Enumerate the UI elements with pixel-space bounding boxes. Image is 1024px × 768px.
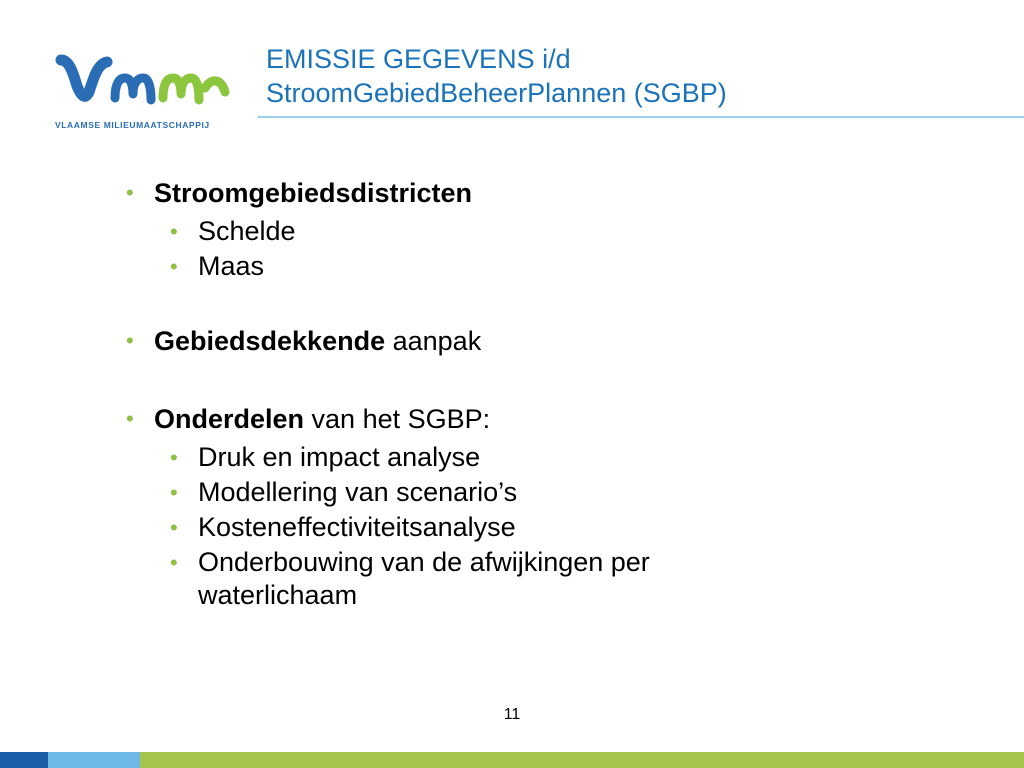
bullet-bold-text: Gebiedsdekkende [154,326,386,356]
slide-body [126,173,1006,612]
sub-bullet-text: Kosteneffectiviteitsanalyse [198,512,516,542]
footer-segment-light-blue [48,752,140,768]
bullet-onderdelen [126,399,1006,439]
sub-bullet-onderbouwing [126,546,798,612]
sub-bullet-kosteneffectiviteit [126,511,1006,544]
sub-bullet-text: Schelde [198,216,296,246]
slide-title-line-2: StroomGebiedBeheerPlannen (SGBP) [266,78,727,108]
bullet-gebiedsdekkende-aanpak [126,321,1006,361]
sub-bullet-text: Druk en impact analyse [198,442,481,472]
bullet-dot: • [126,406,134,431]
bullet-dot: • [170,515,178,540]
sub-bullet-druk-impact [126,441,1006,474]
page-number: 11 [503,706,521,723]
bullet-dot: • [170,550,178,575]
footer-color-bar [0,752,1024,768]
sub-bullet-maas [126,250,1006,283]
vmm-logo [55,48,235,140]
bullet-dot: • [170,480,178,505]
title-divider [258,116,1024,118]
bullet-text: van het SGBP: [304,404,491,434]
footer-segment-dark-blue [0,752,48,768]
footer-segment-green [140,752,1024,768]
spacer [126,361,1006,399]
bullet-dot: • [126,328,134,353]
slide-title-line-1: EMISSIE GEGEVENS i/d [266,44,571,74]
slide-title [266,42,1006,110]
sub-bullet-text: Modellering van scenario’s [198,477,518,507]
spacer [126,283,1006,321]
bullet-dot: • [170,445,178,470]
logo-tagline: VLAAMSE MILIEUMAATSCHAPPIJ [55,120,210,130]
bullet-text: aanpak [385,326,482,356]
sub-bullet-modellering [126,476,1006,509]
sub-bullet-schelde [126,215,1006,248]
bullet-stroomgebiedsdistricten [126,173,1006,213]
bullet-dot: • [170,254,178,279]
sub-bullet-text: Maas [198,251,265,281]
bullet-dot: • [126,180,134,205]
bullet-dot: • [170,219,178,244]
bullet-bold-text: Onderdelen [154,404,305,434]
sub-bullet-text: Onderbouwing van de afwijkingen per waterlichaam [198,547,650,610]
bullet-bold-text: Stroomgebiedsdistricten [154,178,473,208]
